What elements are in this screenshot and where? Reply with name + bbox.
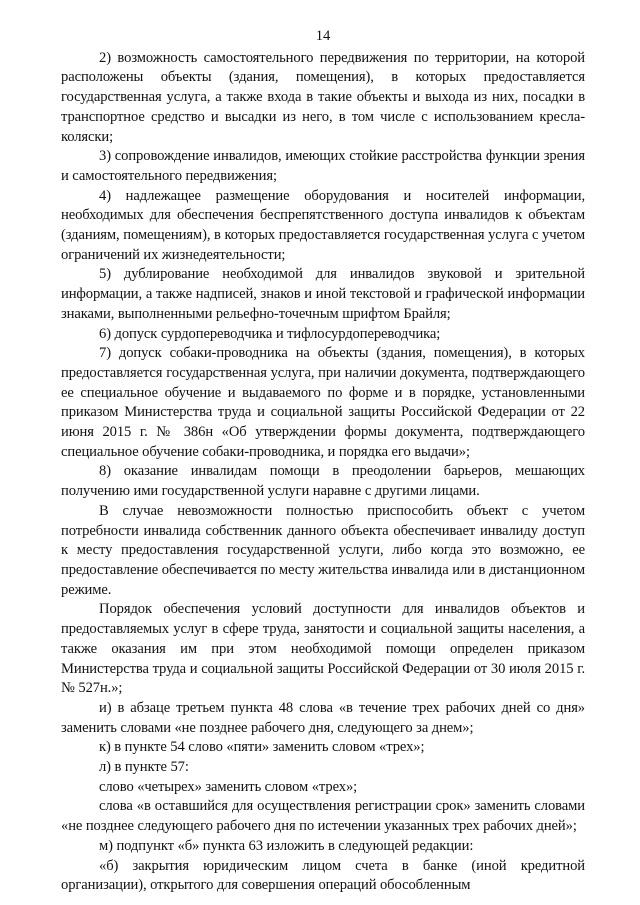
paragraph-item-8: 8) оказание инвалидам помощи в преодолении барьеров, мешающих получению ими государственной услуги наравне с другими лицами. [61, 463, 585, 500]
paragraph-item-4: 4) надлежащее размещение оборудования и носителей информации, необходимых для обеспечения беспрепятственного доступа инвалидов к объектам (зданиям, помещениям), в которых предоставляется государственная услуга с учетом ограничений их жизнедеятельности; [61, 187, 585, 263]
paragraph-item-6: 6) допуск сурдопереводчика и тифлосурдопереводчика; [99, 325, 441, 342]
paragraph-amendment-k: к) в пункте 54 слово «пяти» заменить словом «трех»; [99, 739, 425, 756]
paragraph-impossibility: В случае невозможности полностью приспособить объект с учетом потребности инвалида собственник данного объекта обеспечивает инвалиду доступ к месту предоставления государственной услуги, либо когда это возможно, ее предоставление обеспечивается по месту жительства инвалида или в дистанционном режиме. [61, 502, 585, 598]
paragraph-amendment-l: л) в пункте 57: [99, 759, 189, 776]
page-number: 14 [315, 28, 331, 44]
paragraph-amendment-l-word: слово «четырех» заменить словом «трех»; [99, 778, 358, 795]
paragraph-amendment-l-words: слова «в оставшийся для осуществления регистрации срок» заменить словами «не позднее следующего рабочего дня по истечении указанных трех рабочих дней»; [61, 798, 585, 835]
paragraph-item-5: 5) дублирование необходимой для инвалидов звуковой и зрительной информации, а также надписей, знаков и иной текстовой и графической информации знаками, выполненными рельефно-точечным шрифтом Брайля; [61, 266, 585, 322]
paragraph-item-3: 3) сопровождение инвалидов, имеющих стойкие расстройства функции зрения и самостоятельного передвижения; [61, 148, 585, 184]
paragraph-accessibility-order: Порядок обеспечения условий доступности для инвалидов объектов и предоставляемых услуг в сфере труда, занятости и социальной защиты населения, а также оказания им при этом необходимой помощи определен приказом Министерства труда и социальной защиты Российской Федерации от 30 июля 2015 г. № 527н.»; [61, 601, 585, 697]
paragraph-item-7: 7) допуск собаки-проводника на объекты (здания, помещения), в которых предоставляется государственная услуга, при наличии документа, подтверждающего ее специальное обучение и выдаваемого по форме и в порядке, установленными приказом Министерства труда и социальной защиты Российской Федерации от 22 июня 2015 г. № 386н «Об утверждении формы документа, подтверждающего специальное обучение собаки-проводника, и порядка его выдачи»; [61, 345, 585, 460]
paragraph-new-subclause-b: «б) закрытия юридическим лицом счета в банке (иной кредитной организации), открытого для совершения операций обособленным [61, 857, 585, 894]
paragraph-item-2: 2) возможность самостоятельного передвижения по территории, на которой расположены объекты (здания, помещения), в которых предоставляется государственная услуга, а также входа в такие объекты и выхода из них, посадки в транспортное средство и высадки из него, в том числе с использованием кресла-коляски; [61, 49, 585, 145]
paragraph-amendment-m: м) подпункт «б» пункта 63 изложить в следующей редакции: [99, 837, 474, 854]
paragraph-amendment-i: и) в абзаце третьем пункта 48 слова «в течение трех рабочих дней со дня» заменить словами «не позднее рабочего дня, следующего за днем»; [61, 699, 585, 736]
